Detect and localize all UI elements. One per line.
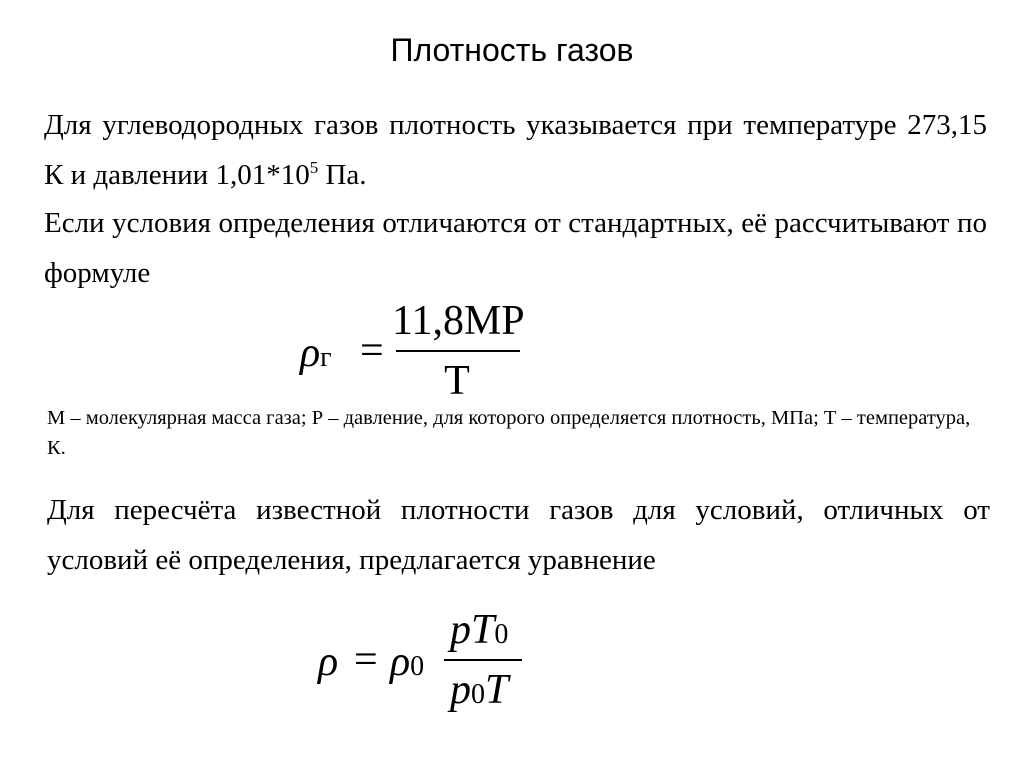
paragraph-standard-conditions-text: Для углеводородных газов плотность указывается при температуре 273,15 К и давлении 1,01*10 (44, 109, 987, 191)
equals-sign: = (354, 637, 378, 683)
rho-symbol: ρг (300, 330, 332, 376)
p-zero-subscript: 0 (471, 679, 485, 710)
formula-denominator: p0T (450, 667, 509, 713)
rho-subscript: г (320, 342, 332, 373)
slide-title: Плотность газов (390, 32, 634, 68)
paragraph-recalculation: Для пересчёта известной плотности газов для условий, отличных от условий её определения, предлагается уравнение (47, 494, 990, 576)
fraction-bar (396, 350, 520, 352)
t-zero-subscript: 0 (494, 619, 509, 650)
recalculation-formula (318, 605, 578, 725)
equals-sign: = (360, 328, 384, 374)
rho-zero-symbol: ρ0 (390, 639, 425, 685)
rho-symbol: ρ (318, 639, 339, 685)
formula-numerator: 11,8МР (392, 298, 525, 344)
paragraph-standard-conditions-tail: Па. (318, 159, 367, 191)
fraction-bar (444, 659, 522, 661)
variables-note: М – молекулярная масса газа; Р – давление, для которого определяется плотность, МПа; Т – температура, К. (47, 407, 971, 459)
exponent: 5 (309, 158, 319, 177)
paragraph-formula-intro: Если условия определения отличаются от стандартных, её рассчитывают по формуле (44, 207, 987, 289)
formula-numerator: pT0 (450, 607, 509, 653)
rho-zero-subscript: 0 (410, 651, 425, 682)
formula-denominator: Т (444, 358, 470, 404)
density-formula (300, 296, 560, 406)
paragraph-standard-conditions (44, 100, 987, 200)
